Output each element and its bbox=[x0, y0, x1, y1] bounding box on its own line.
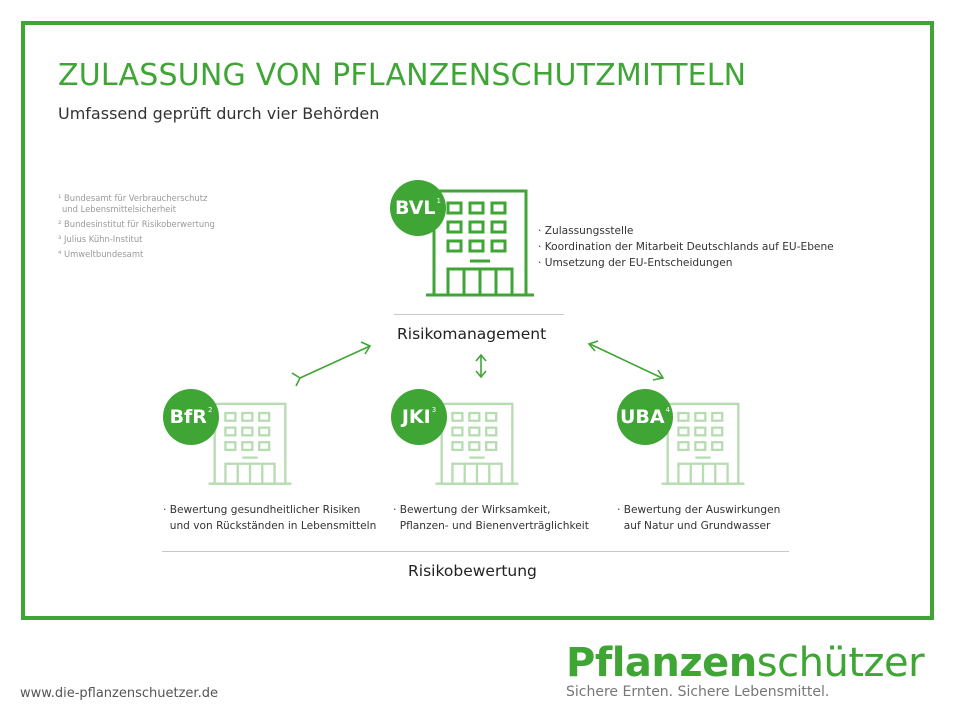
bfr-badge-label: BfR bbox=[169, 406, 207, 428]
footnote-3: ³ Julius Kühn-Institut bbox=[58, 234, 143, 244]
risk-management-label: Risikomanagement bbox=[397, 325, 547, 343]
assessment-divider bbox=[162, 551, 789, 552]
jki-bullets bbox=[393, 502, 589, 534]
bfr-bullet-2: und von Rückständen in Lebensmitteln bbox=[163, 520, 377, 532]
bfr-badge-sup: 2 bbox=[207, 406, 213, 414]
bvl-bullet-2: · Koordination der Mitarbeit Deutschlands auf EU-Ebene bbox=[538, 241, 834, 253]
jki-badge-sup: 3 bbox=[431, 406, 437, 414]
logo-regular-part: schützer bbox=[756, 640, 925, 686]
uba-badge bbox=[617, 389, 673, 445]
footnote-4: ⁴ Umweltbundesamt bbox=[58, 249, 144, 259]
bfr-building-icon bbox=[207, 400, 293, 486]
bfr-bullet-1: · Bewertung gesundheitlicher Risiken bbox=[163, 504, 361, 516]
uba-bullets bbox=[617, 502, 780, 534]
footnote-1b: und Lebensmittelsicherheit bbox=[62, 204, 177, 214]
uba-badge-label: UBA bbox=[619, 406, 665, 428]
footnote-2: ² Bundesinstitut für Risikoberwertung bbox=[58, 219, 215, 229]
bfr-badge bbox=[163, 389, 219, 445]
uba-building-icon bbox=[660, 400, 746, 486]
jki-badge-label: JKI bbox=[401, 406, 431, 428]
jki-building-icon bbox=[431, 400, 520, 486]
footnote-1a: ¹ Bundesamt für Verbraucherschutz bbox=[58, 193, 208, 203]
jki-bullet-2: Pflanzen- und Bienenverträglichkeit bbox=[393, 520, 589, 532]
bvl-badge-sup: 1 bbox=[436, 197, 441, 205]
uba-badge-sup: 4 bbox=[665, 406, 671, 414]
brand-tagline: Sichere Ernten. Sichere Lebensmittel. bbox=[566, 684, 830, 700]
bvl-badge-label: BVL bbox=[395, 197, 436, 219]
jki-bullet-1: · Bewertung der Wirksamkeit, bbox=[393, 504, 551, 516]
bfr-bullets bbox=[163, 502, 376, 534]
logo-bold-part: Pflanzen bbox=[566, 640, 757, 686]
bvl-bullet-3: · Umsetzung der EU-Entscheidungen bbox=[538, 257, 733, 269]
bvl-bullet-1: · Zulassungsstelle bbox=[538, 225, 634, 237]
jki-badge bbox=[391, 389, 447, 445]
page-subtitle: Umfassend geprüft durch vier Behörden bbox=[58, 104, 380, 123]
website-link[interactable]: www.die-pflanzenschuetzer.de bbox=[20, 686, 218, 701]
page-title: ZULASSUNG VON PFLANZENSCHUTZMITTELN bbox=[58, 58, 747, 93]
uba-bullet-2: auf Natur und Grundwasser bbox=[617, 520, 771, 532]
brand-logo bbox=[566, 640, 924, 686]
risk-assessment-label: Risikobewertung bbox=[408, 562, 537, 580]
uba-bullet-1: · Bewertung der Auswirkungen bbox=[617, 504, 781, 516]
